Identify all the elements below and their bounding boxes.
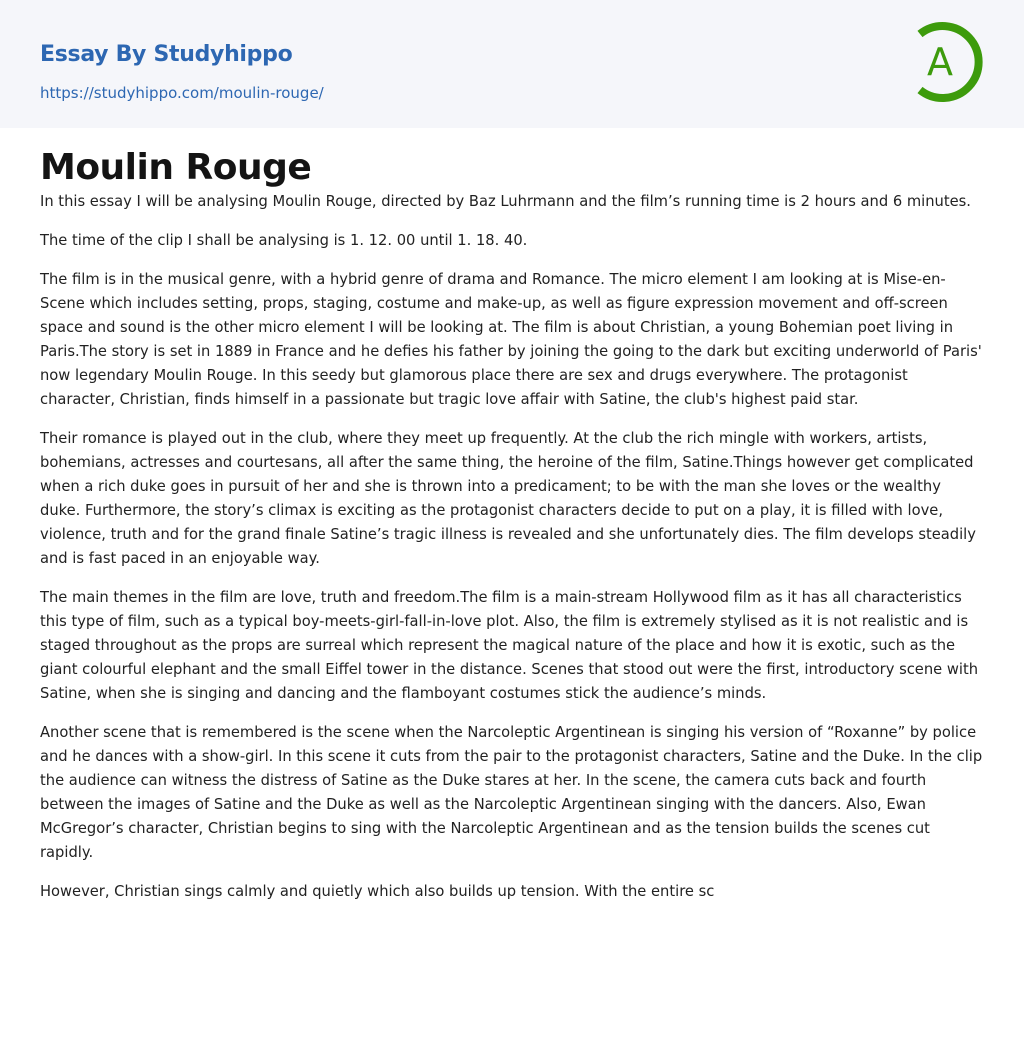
paragraph: The time of the clip I shall be analysing is 1. 12. 00 until 1. 18. 40.	[40, 232, 528, 249]
site-header	[0, 0, 1024, 128]
page-title: Moulin Rouge	[40, 147, 312, 188]
paragraph: The main themes in the film are love, truth and freedom.The film is a main-stream Hollywood film as it has all characteristics this type of film, such as a typical boy-meets-girl-fall-in-love plot. Also, the film is extremely stylised as it is not realistic and is staged throughout as the props are surreal which represent the magical nature of the place and how it is exotic, such as the giant colourful elephant and the small Eiffel tower in the distance. Scenes that stood out were the first, introductory scene with Satine, when she is singing and dancing and the flamboyant costumes stick the audience’s minds.	[40, 589, 979, 702]
paragraph: However, Christian sings calmly and quietly which also builds up tension. With the entire sc	[40, 883, 715, 900]
brand-title: Essay By Studyhippo	[40, 42, 293, 67]
logo-letter: A	[927, 40, 953, 84]
essay-url-link[interactable]: https://studyhippo.com/moulin-rouge/	[40, 84, 324, 102]
paragraph: Their romance is played out in the club, where they meet up frequently. At the club the rich mingle with workers, artists, bohemians, actresses and courtesans, all after the same thing, the heroine of the film, Satine.Things however get complicated when a rich duke goes in pursuit of her and she is thrown into a predicament; to be with the man she loves or the wealthy duke. Furthermore, the story’s climax is exciting as the protagonist characters decide to put on a play, it is filled with love, violence, truth and for the grand finale Satine’s tragic illness is revealed and she unfortunately dies. The film develops steadily and is fast paced in an enjoyable way.	[40, 430, 976, 567]
studyhippo-logo-icon[interactable]	[908, 18, 988, 106]
paragraph: The film is in the musical genre, with a hybrid genre of drama and Romance. The micro element I am looking at is Mise-en-Scene which includes setting, props, staging, costume and make-up, as well as figure expression movement and off-screen space and sound is the other micro element I will be looking at. The film is about Christian, a young Bohemian poet living in Paris.The story is set in 1889 in France and he defies his father by joining the going to the dark but exciting underworld of Paris' now legendary Moulin Rouge. In this seedy but glamorous place there are sex and drugs everywhere. The protagonist character, Christian, finds himself in a passionate but tragic love affair with Satine, the club's highest paid star.	[40, 271, 982, 408]
paragraph: Another scene that is remembered is the scene when the Narcoleptic Argentinean is singing his version of “Roxanne” by police and he dances with a show-girl. In this scene it cuts from the pair to the protagonist characters, Satine and the Duke. In the clip the audience can witness the distress of Satine as the Duke stares at her. In the scene, the camera cuts back and fourth between the images of Satine and the Duke as well as the Narcoleptic Argentinean singing with the dancers. Also, Ewan McGregor’s character, Christian begins to sing with the Narcoleptic Argentinean and as the tension builds the scenes cut rapidly.	[40, 724, 983, 861]
paragraph: In this essay I will be analysing Moulin Rouge, directed by Baz Luhrmann and the film’s running time is 2 hours and 6 minutes.	[40, 193, 971, 210]
essay-content	[0, 128, 1024, 904]
